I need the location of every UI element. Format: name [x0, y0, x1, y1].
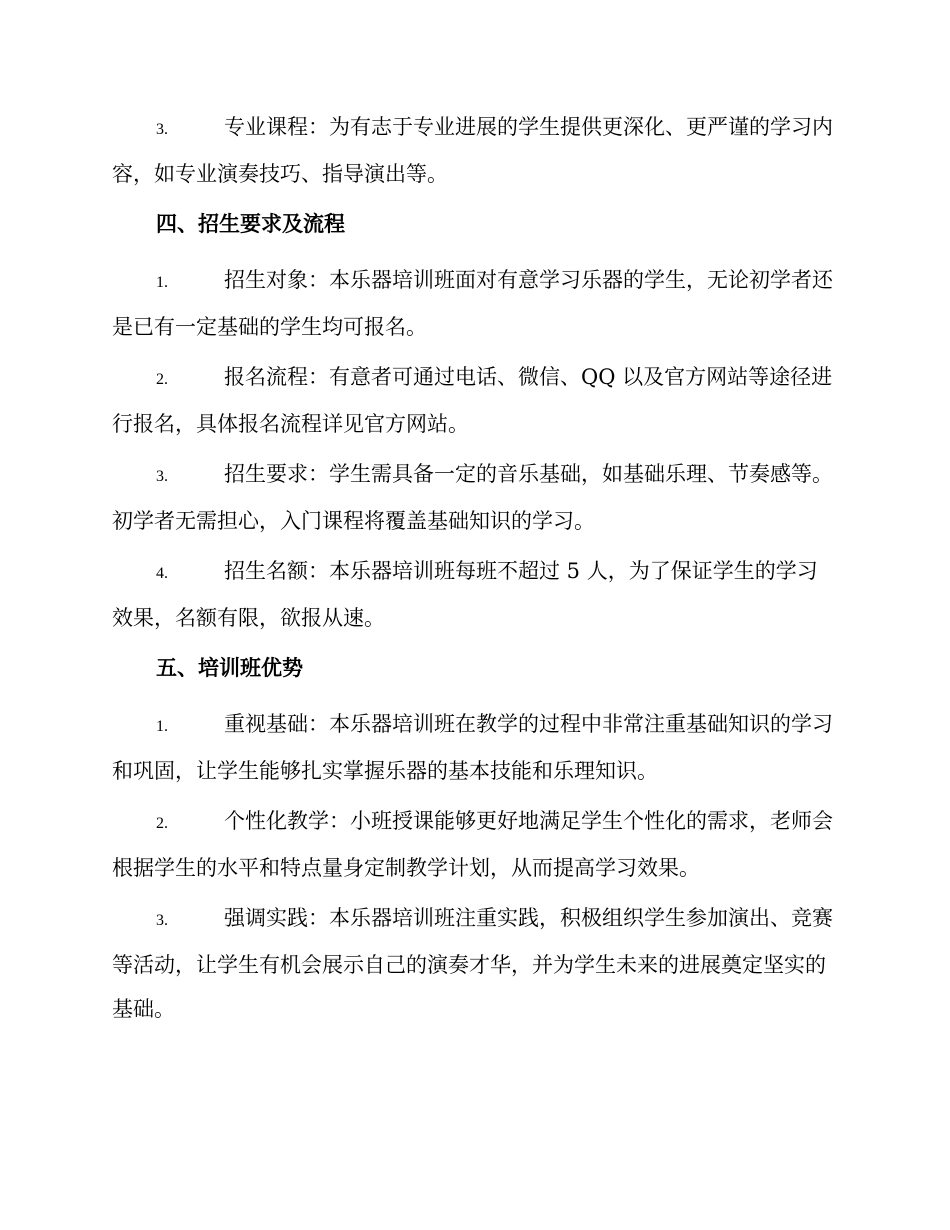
list-number: 1. — [156, 274, 168, 291]
list-text: 报名流程：有意者可通过电话、微信、QQ 以及官方网站等途径进行报名，具体报名流程详见官方网站。 — [112, 365, 833, 436]
list-number: 2. — [156, 371, 168, 388]
list-number: 1. — [156, 718, 168, 735]
list-number: 3. — [156, 912, 168, 929]
list-number: 3. — [156, 121, 168, 138]
list-text: 专业课程：为有志于专业进展的学生提供更深化、更严谨的学习内容，如专业演奏技巧、指导演出等。 — [112, 115, 833, 186]
list-text: 强调实践：本乐器培训班注重实践，积极组织学生参加演出、竞赛等活动，让学生有机会展示自己的演奏才华，并为学生未来的进展奠定坚实的基础。 — [112, 906, 833, 1021]
list-text: 重视基础：本乐器培训班在教学的过程中非常注重基础知识的学习和巩固，让学生能够扎实掌握乐器的基本技能和乐理知识。 — [112, 712, 833, 783]
list-item — [112, 258, 838, 349]
list-text: 招生要求：学生需具备一定的音乐基础，如基础乐理、节奏感等。初学者无需担心，入门课程将覆盖基础知识的学习。 — [112, 462, 833, 533]
list-item — [112, 355, 838, 446]
list-number: 3. — [156, 468, 168, 485]
list-text: 招生对象：本乐器培训班面对有意学习乐器的学生，无论初学者还是已有一定基础的学生均可报名。 — [112, 268, 833, 339]
list-number: 2. — [156, 815, 168, 832]
list-text: 招生名额：本乐器培训班每班不超过 5 人，为了保证学生的学习效果，名额有限，欲报从速。 — [112, 559, 818, 630]
list-item — [112, 896, 838, 1031]
section-heading-5: 五、培训班优势 — [156, 655, 303, 680]
list-item — [112, 549, 838, 640]
list-number: 4. — [156, 565, 168, 582]
list-item — [112, 105, 838, 196]
list-item — [112, 799, 838, 890]
list-text: 个性化教学：小班授课能够更好地满足学生个性化的需求，老师会根据学生的水平和特点量身定制教学计划，从而提高学习效果。 — [112, 809, 833, 880]
section-heading-4: 四、招生要求及流程 — [156, 211, 345, 236]
list-item — [112, 452, 838, 543]
list-item — [112, 702, 838, 793]
